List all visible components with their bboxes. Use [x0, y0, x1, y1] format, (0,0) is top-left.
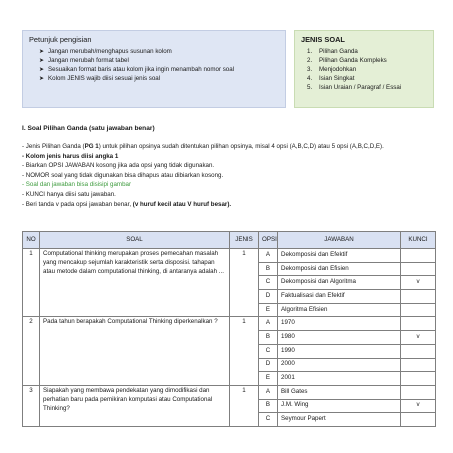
note-line: - Beri tanda v pada opsi jawaban benar, (v huruf kecil atau V huruf besar). — [22, 200, 232, 208]
option-letter[interactable]: A — [259, 385, 278, 399]
instructions-box — [22, 30, 286, 108]
answer-key[interactable] — [401, 358, 436, 372]
option-answer[interactable]: Dekomposisi dan Efektif — [278, 249, 401, 263]
answer-key[interactable] — [401, 372, 436, 386]
option-answer[interactable]: 1970 — [278, 317, 401, 331]
option-answer[interactable]: 1990 — [278, 344, 401, 358]
option-answer[interactable]: Bill Gates — [278, 385, 401, 399]
note-line: - KUNCI hanya diisi satu jawaban. — [22, 191, 116, 199]
note-line: - NOMOR soal yang tidak digunakan bisa dihapus atau dibiarkan kosong. — [22, 171, 224, 179]
option-letter[interactable]: D — [259, 290, 278, 304]
question-types-list — [301, 48, 427, 93]
instruction-item: ➤ Jangan merubah format tabel — [39, 56, 129, 64]
question-type[interactable]: 1 — [230, 249, 259, 317]
header-kunci: KUNCI — [401, 232, 436, 249]
option-letter[interactable]: C — [259, 413, 278, 427]
option-answer[interactable]: Faktualisasi dan Efektif — [278, 290, 401, 304]
notes-block — [22, 142, 442, 209]
option-answer[interactable]: J.M. Wing — [278, 399, 401, 413]
table-row — [23, 249, 436, 263]
question-number[interactable]: 1 — [23, 249, 40, 317]
question-type-item: 1. Pilihan Ganda — [307, 47, 358, 55]
arrow-bullet-icon: ➤ — [39, 48, 45, 55]
option-letter[interactable]: B — [259, 262, 278, 276]
question-type-item: 2. Pilihan Ganda Kompleks — [307, 56, 387, 64]
arrow-bullet-icon: ➤ — [39, 75, 45, 82]
note-line: - Soal dan jawaban bisa disisipi gambar — [22, 181, 132, 189]
answer-key[interactable] — [401, 303, 436, 317]
answer-key[interactable] — [401, 290, 436, 304]
note-line: - Kolom jenis harus diisi angka 1 — [22, 152, 119, 160]
instructions-list — [29, 48, 279, 84]
answer-key[interactable]: v — [401, 399, 436, 413]
header-jenis: JENIS — [230, 232, 259, 249]
option-letter[interactable]: A — [259, 249, 278, 263]
option-letter[interactable]: E — [259, 303, 278, 317]
header-jawaban: JAWABAN — [278, 232, 401, 249]
arrow-bullet-icon: ➤ — [39, 66, 45, 73]
instructions-title: Petunjuk pengisian — [29, 35, 92, 44]
answer-key[interactable] — [401, 249, 436, 263]
question-text[interactable]: Computational thinking merupakan proses pemecahan masalah yang mencakup sejumlah karakteristik serta disposisi. tahapan atau metode dalam computational thinking, di antaranya adalah ... — [40, 249, 230, 317]
question-type-item: 3. Menjodohkan — [307, 65, 357, 73]
header-soal: SOAL — [40, 232, 230, 249]
table-header-row — [23, 232, 436, 249]
answer-key[interactable]: v — [401, 331, 436, 345]
question-text[interactable]: Siapakah yang membawa pendekatan yang dimodifikasi dan perhatian baru pada pemikiran komputasi atau Computational Thinking? — [40, 385, 230, 426]
answer-key[interactable] — [401, 344, 436, 358]
option-letter[interactable]: D — [259, 358, 278, 372]
table-row — [23, 317, 436, 331]
answer-key[interactable]: v — [401, 276, 436, 290]
instruction-item: ➤ Jangan merubah/menghapus susunan kolom — [39, 47, 172, 55]
question-type-item: 5. Isian Uraian / Paragraf / Essai — [307, 83, 402, 91]
option-letter[interactable]: C — [259, 344, 278, 358]
option-answer[interactable]: Dekomposisi dan Efisien — [278, 262, 401, 276]
question-types-title: JENIS SOAL — [301, 35, 345, 44]
question-type[interactable]: 1 — [230, 385, 259, 426]
answer-key[interactable] — [401, 385, 436, 399]
option-answer[interactable]: Dekomposisi dan Algoritma — [278, 276, 401, 290]
option-letter[interactable]: B — [259, 399, 278, 413]
question-text[interactable]: Pada tahun berapakah Computational Thinking diperkenalkan ? — [40, 317, 230, 385]
question-number[interactable]: 3 — [23, 385, 40, 426]
answer-key[interactable] — [401, 317, 436, 331]
option-letter[interactable]: B — [259, 331, 278, 345]
option-answer[interactable]: 2000 — [278, 358, 401, 372]
option-letter[interactable]: C — [259, 276, 278, 290]
option-answer[interactable]: Seymour Papert — [278, 413, 401, 427]
questions-table — [22, 231, 436, 427]
question-type-item: 4. Isian Singkat — [307, 74, 355, 82]
option-answer[interactable]: Algoritma Efisien — [278, 303, 401, 317]
section-title: I. Soal Pilihan Ganda (satu jawaban benar) — [22, 125, 155, 132]
option-letter[interactable]: A — [259, 317, 278, 331]
question-types-box — [294, 30, 434, 108]
arrow-bullet-icon: ➤ — [39, 57, 45, 64]
answer-key[interactable] — [401, 262, 436, 276]
option-answer[interactable]: 1980 — [278, 331, 401, 345]
question-number[interactable]: 2 — [23, 317, 40, 385]
answer-key[interactable] — [401, 413, 436, 427]
note-line: - Biarkan OPSI JAWABAN kosong jika ada opsi yang tidak digunakan. — [22, 162, 215, 170]
question-type[interactable]: 1 — [230, 317, 259, 385]
instruction-item: ➤ Kolom JENIS wajib diisi sesuai jenis soal — [39, 74, 161, 82]
instruction-item: ➤ Sesuaikan format baris atau kolom jika ingin menambah nomor soal — [39, 65, 235, 73]
option-letter[interactable]: E — [259, 372, 278, 386]
table-row — [23, 385, 436, 399]
header-no: NO — [23, 232, 40, 249]
header-opsi: OPSI — [259, 232, 278, 249]
option-answer[interactable]: 2001 — [278, 372, 401, 386]
note-line: - Jenis Pilihan Ganda (PG 1) untuk pilihan opsinya sudah ditentukan pilihan opsinya, misal 4 opsi (A,B,C,D) atau 5 opsi (A,B,C,D,E). — [22, 143, 384, 150]
